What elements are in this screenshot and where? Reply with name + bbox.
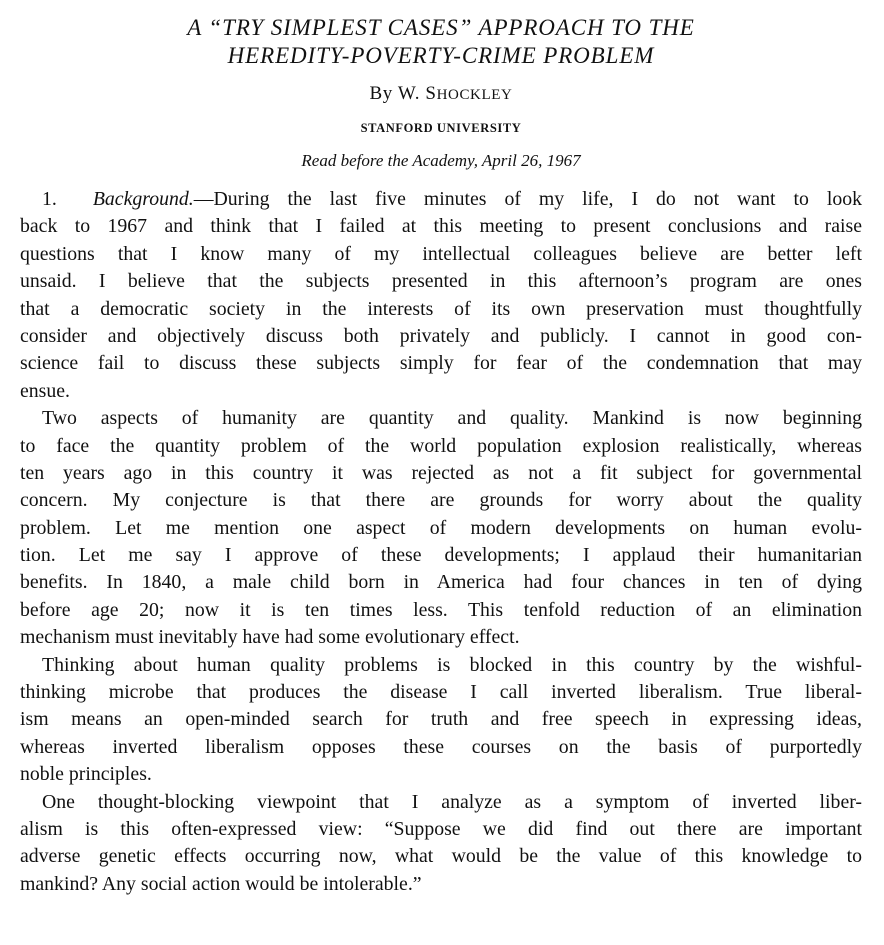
- title-line-1: A “TRY SIMPLEST CASES” APPROACH TO THE: [187, 15, 695, 40]
- read-before-note: Read before the Academy, April 26, 1967: [301, 151, 581, 170]
- paragraph-line: that a democratic society in the interests of its own preservation must thoughtfully: [20, 297, 862, 320]
- paragraph: [20, 789, 862, 899]
- paragraph-line: science fail to discuss these subjects simply for fear of the condemnation that may: [20, 352, 862, 375]
- paragraph-line: Thinking about human quality problems is blocked in this country by the wishful-: [42, 653, 862, 676]
- paragraph-line: ism means an open-minded search for truth and free speech in expressing ideas,: [20, 708, 862, 731]
- paragraph-line: whereas inverted liberalism opposes these courses on the basis of purportedly: [20, 735, 862, 758]
- paragraph-line: back to 1967 and think that I failed at this meeting to present conclusions and raise: [20, 215, 862, 238]
- paragraph-line: ten years ago in this country it was rejected as not a fit subject for governmental: [20, 461, 862, 484]
- article-body: [20, 186, 862, 898]
- paragraph-line: thinking microbe that produces the disease I call inverted liberalism. True liberal-: [20, 681, 862, 704]
- paragraph-line: to face the quantity problem of the world population explosion realistically, whereas: [20, 434, 862, 457]
- paragraph-line: mankind? Any social action would be intolerable.”: [20, 872, 422, 895]
- paragraph-line: problem. Let me mention one aspect of modern developments on human evolu-: [20, 516, 862, 539]
- author-prefix: By W.: [369, 83, 426, 104]
- paragraph-line: ensue.: [20, 379, 70, 402]
- paragraph-line: alism is this often-expressed view: “Suppose we did find out there are important: [20, 817, 862, 840]
- article-page: [20, 0, 862, 898]
- paragraph: [20, 186, 862, 405]
- paragraph-line: benefits. In 1840, a male child born in America had four chances in ten of dying: [20, 571, 862, 594]
- affiliation: STANFORD UNIVERSITY: [360, 121, 522, 135]
- paragraph-line: adverse genetic effects occurring now, what would be the value of this knowledge to: [20, 845, 862, 868]
- paragraph-line: One thought-blocking viewpoint that I analyze as a symptom of inverted liber-: [42, 790, 862, 813]
- paragraph-line: Two aspects of humanity are quantity and quality. Mankind is now beginning: [42, 407, 862, 430]
- section-number: 1.: [42, 188, 57, 210]
- paragraph-line: 1. Background.—During the last five minutes of my life, I do not want to look: [42, 188, 863, 210]
- paragraph-line: consider and objectively discuss both privately and publicly. I cannot in good con-: [20, 324, 862, 347]
- title-line-2: HEREDITY-POVERTY-CRIME PROBLEM: [227, 43, 655, 68]
- author-name-cap: S: [425, 83, 437, 104]
- paragraph-line: unsaid. I believe that the subjects presented in this afternoon’s program are ones: [20, 270, 862, 293]
- paragraph-line: mechanism must inevitably have had some evolutionary effect.: [20, 626, 520, 649]
- paragraph-line: concern. My conjecture is that there are grounds for worry about the quality: [20, 489, 862, 512]
- paragraph-line: tion. Let me say I approve of these developments; I applaud their humanitarian: [20, 544, 862, 567]
- author-byline: [20, 82, 862, 107]
- paragraph: [20, 652, 862, 789]
- paragraph-line: before age 20; now it is ten times less. This tenfold reduction of an elimination: [20, 598, 862, 621]
- paragraph: [20, 405, 862, 652]
- paragraph-line: noble principles.: [20, 763, 152, 786]
- section-title: Background.: [92, 188, 194, 210]
- author-name-rest: HOCKLEY: [436, 87, 513, 103]
- article-title: [20, 14, 862, 70]
- paragraph-line: questions that I know many of my intellectual colleagues believe are better left: [20, 242, 862, 265]
